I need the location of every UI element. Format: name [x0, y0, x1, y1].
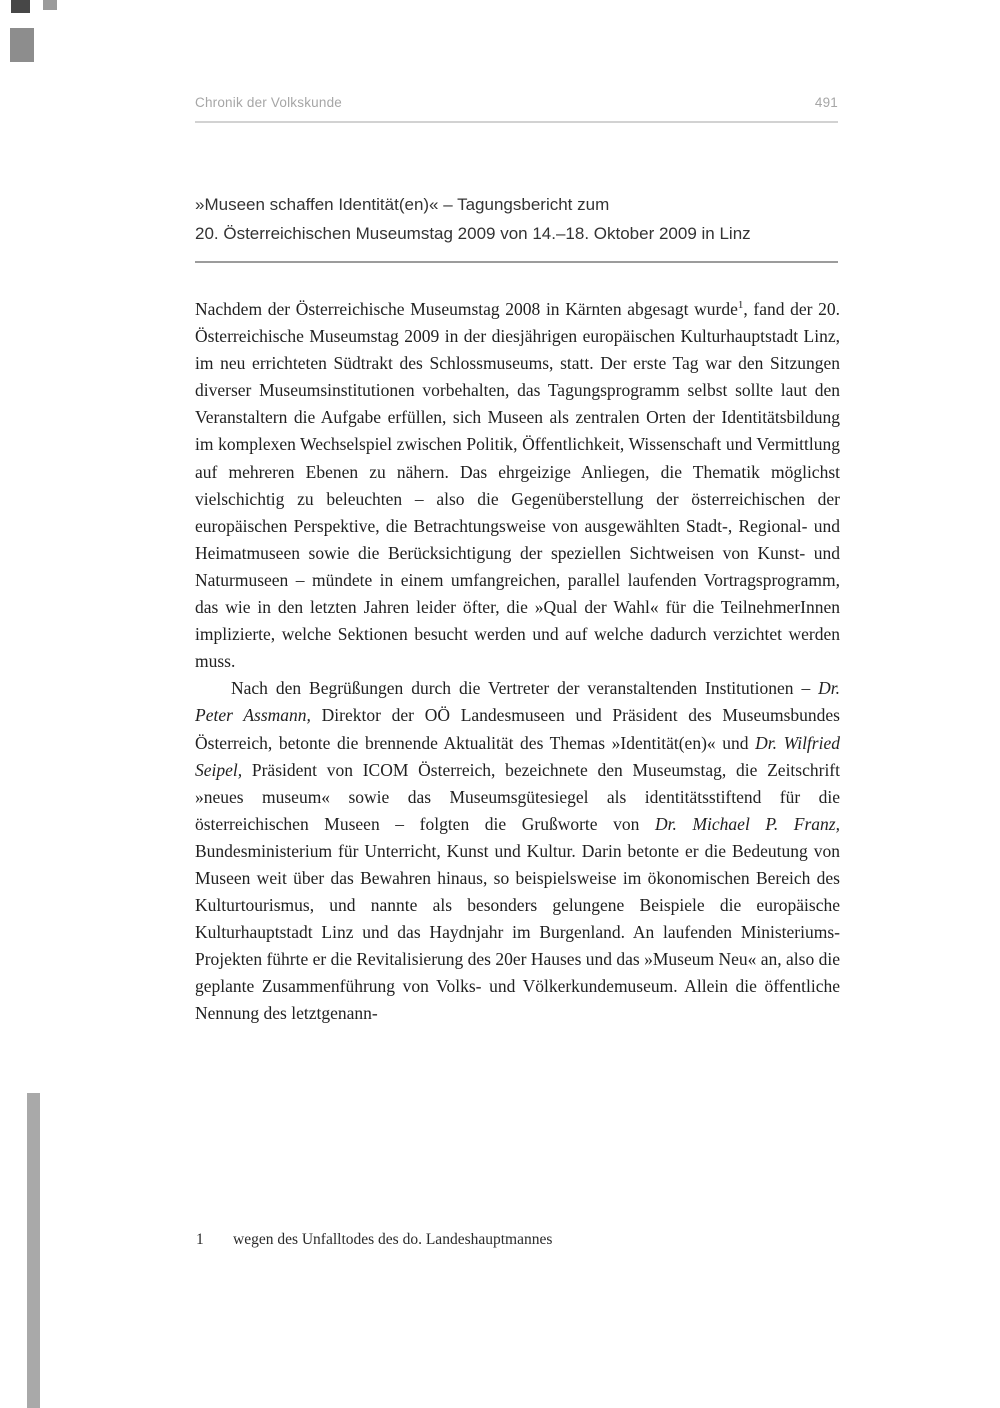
running-title: Chronik der Volkskunde: [195, 95, 342, 110]
paragraph-1: [195, 296, 840, 675]
footnote-number: 1: [196, 1231, 204, 1248]
scan-artifact: [10, 28, 34, 62]
scan-edge-strip: [27, 1093, 40, 1408]
title-line-2: 20. Österreichischen Museumstag 2009 von 14.–18. Oktober 2009 in Linz: [195, 224, 751, 243]
footnote-reference: 1: [737, 299, 744, 312]
body-text-run: Nach den Begrüßungen durch die Vertreter der veranstaltenden Institutionen –: [231, 678, 819, 699]
title-line-1: »Museen schaffen Identität(en)« – Tagungsbericht zum: [195, 195, 610, 214]
title-rule: [195, 261, 838, 263]
person-name-italic: Dr. Michael P. Franz,: [655, 813, 840, 834]
page-number: 491: [814, 95, 838, 110]
body-text-run: , fand der 20. Österreichische Museumstag 2009 in der diesjährigen europäischen Kulturhauptstadt Linz, im neu errichteten Südtrakt des Schlossmuseums, statt. Der erste Tag war den Sitzungen diverser Museumsinstitutionen vorbehalten, das Tagungsprogramm selbst sollte laut den Veranstaltern die Aufgabe erfüllen, sich Museen als zentralen Orten der Identitätsbildung im komplexen Wechselspiel zwischen Politik, Öffentlichkeit, Wissenschaft und Vermittlung auf mehreren Ebenen zu nähern. Das ehrgeizige Anliegen, die Thematik möglichst vielschichtig zu beleuchten – also die Gegenüberstellung der österreichischen der europäischen Perspektive, die Betrachtungsweise von ausgewählten Stadt-, Regional- und Heimatmuseen sowie die Berücksichtigung der speziellen Sichtweisen von Kunst- und Naturmuseen – mündete in einem umfangreichen, parallel laufenden Vortragsprogramm, das wie in den letzten Jahren leider öfter, die »Qual der Wahl« für die TeilnehmerInnen implizierte, welche Sektionen besucht werden und auf welche dadurch verzichtet werden muss.: [195, 299, 840, 672]
paragraph-2: [195, 675, 840, 1027]
scan-artifact: [11, 0, 30, 13]
footnote-text: wegen des Unfalltodes des do. Landeshauptmannes: [233, 1231, 553, 1248]
body-text-run: Nachdem der Österreichische Museumstag 2008 in Kärnten abgesagt wurde: [195, 299, 738, 319]
article-body: [195, 296, 840, 1028]
body-text-run: Bundesministerium für Unterricht, Kunst und Kultur. Darin betonte er die Bedeutung von Museen weit über das Bewahren hinaus, so beispielsweise im ökonomischen Bereich des Kulturtourismus, und nannte als besonders gelungene Beispiele die europäische Kulturhauptstadt Linz und das Haydnjahr im Burgenland. An laufenden Ministeriums-Projekten führte er die Revitalisierung des 20er Hauses und das »Museum Neu« an, also die geplante Zusammenführung von Volks- und Völkerkundemuseum. Allein die öffentliche Nennung des letztgenann-: [195, 840, 840, 1024]
article-title: [195, 190, 838, 248]
page-header: [195, 95, 838, 110]
person-name-italic: Dr. Peter Assmann,: [195, 678, 840, 726]
footnote: [196, 1231, 839, 1249]
header-rule: [195, 121, 838, 123]
person-name-italic: Dr. Wilfried Seipel,: [195, 732, 840, 780]
scan-artifact: [43, 0, 57, 10]
body-text-run: Präsident von ICOM Österreich, bezeichnete den Museumstag, die Zeitschrift »neues museum« sowie das Museumsgütesiegel als identitätsstiftend für die österreichischen Museen – folgten die Grußworte von: [195, 759, 840, 834]
body-text-run: Direktor der OÖ Landesmuseen und Präsident des Museumsbundes Österreich, betonte die brennende Aktualität des Themas »Identität(en)« und: [195, 705, 840, 753]
